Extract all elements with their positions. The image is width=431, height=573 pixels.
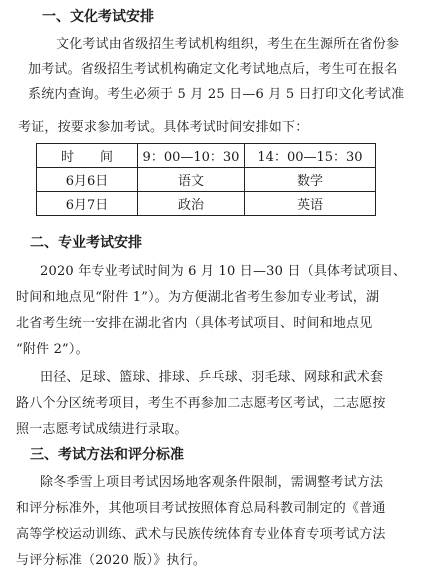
table-row [37, 192, 376, 216]
section-2-line-1: 2020 年专业考试时间为 6 月 10 日—30 日（具体考试项目、 [40, 264, 407, 279]
section-1-line-2: 加考试。省级招生考试机构确定文化考试地点后，考生可在报名 [28, 62, 398, 77]
table-header-cell: 时 间 [37, 144, 138, 168]
exam-schedule-table [36, 143, 376, 216]
section-1-line-1: 文化考试由省级招生考试机构组织，考生在生源所在省份参 [56, 37, 400, 52]
table-cell: 语文 [138, 168, 245, 192]
section-2-line-7: 照一志愿考试成绩进行录取。 [16, 422, 188, 437]
section-1-line-3: 系统内查询。考生必须于 5 月 25 日—6 月 5 日打印文化考试准 [28, 87, 405, 102]
section-2-line-4: “附件 2”）。 [16, 342, 89, 357]
table-cell: 英语 [245, 192, 376, 216]
table-cell: 数学 [245, 168, 376, 192]
section-3-line-1: 除冬季雪上项目考试因场地客观条件限制，需调整考试方法 [40, 475, 384, 490]
table-row [37, 168, 376, 192]
section-2-line-2: 时间和地点见“附件 1”）。为方便湖北省考生参加专业考试，湖 [16, 290, 380, 305]
table-cell: 政治 [138, 192, 245, 216]
table-header-row [37, 144, 376, 168]
table-header-cell: 9：00—10：30 [138, 144, 245, 168]
section-2-line-6: 路八个分区统考项目，考生不再参加二志愿考区考试，二志愿按 [16, 396, 386, 411]
table-cell-date: 6月7日 [37, 192, 138, 216]
section-2-line-5: 田径、足球、篮球、排球、乒乓球、羽毛球、网球和武术套 [40, 370, 384, 385]
section-1-line-4: 考证，按要求参加考试。具体考试时间安排如下： [18, 120, 309, 135]
section-3-line-4: 与评分标准（2020 版）》执行。 [16, 553, 207, 568]
section-3-line-2: 和评分标准外，其他项目考试按照体育总局科教司制定的《普通 [16, 501, 386, 516]
section-2-heading: 二、专业考试安排 [30, 235, 142, 251]
table-header-cell: 14：00—15：30 [245, 144, 376, 168]
section-2-line-3: 北省考生统一安排在湖北省内（具体考试项目、时间和地点见 [16, 316, 373, 331]
section-3-heading: 三、考试方法和评分标准 [30, 447, 184, 463]
table-cell-date: 6月6日 [37, 168, 138, 192]
section-3-line-3: 高等学校运动训练、武术与民族传统体育专业体育专项考试方法 [16, 527, 386, 542]
section-1-heading: 一、文化考试安排 [42, 9, 154, 25]
